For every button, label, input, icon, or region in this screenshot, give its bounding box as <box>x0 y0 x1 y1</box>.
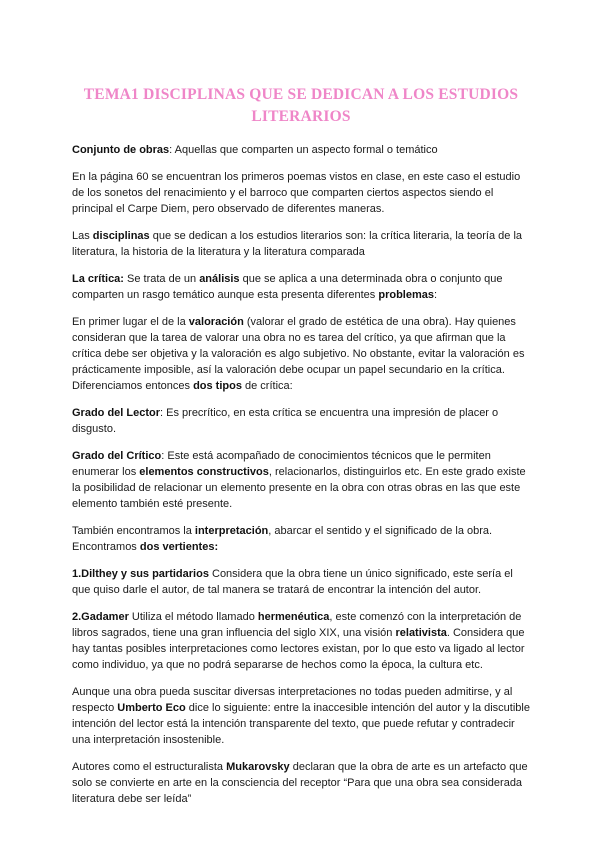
text: : <box>434 289 438 301</box>
term-conjunto-de-obras: Conjunto de obras <box>72 144 170 156</box>
text: Utiliza el método llamado <box>128 611 258 623</box>
page-title: TEMA1 DISCIPLINAS QUE SE DEDICAN A LOS ESTUDIOS LITERARIOS <box>83 86 519 125</box>
text: de crítica: <box>241 380 293 392</box>
text: Las <box>72 230 93 242</box>
text: Se trata de un <box>123 273 200 285</box>
paragraph-valoracion <box>72 314 530 394</box>
paragraph-mukarovsky <box>72 759 530 807</box>
term-la-critica: La crítica: <box>72 273 124 285</box>
paragraph-conjunto <box>72 142 530 158</box>
text: : Este está acompañado de conocimientos técnicos que le permiten enumerar los <box>72 450 491 478</box>
term-umberto-eco: Umberto Eco <box>117 702 186 714</box>
paragraph-grado-lector <box>72 405 530 437</box>
term-problemas: problemas <box>378 289 434 301</box>
text: Considera que la obra tiene un único significado, este sería el que quiso darle el autor, de tal manera se tratará de encontrar la intención del autor. <box>72 568 513 596</box>
text: , abarcar el sentido y el significado de la obra. Encontramos <box>72 525 493 553</box>
paragraph-gadamer <box>72 609 530 673</box>
term-elementos-constructivos: elementos constructivos <box>139 466 269 478</box>
paragraph-umberto-eco <box>72 684 530 748</box>
text: Autores como el estructuralista <box>72 761 227 773</box>
text: dice lo siguiente: entre la inaccesible intención del autor y la discutible intención del lector está la intención transparente del texto, que puede refutar y contradecir una interpretación insostenible. <box>72 702 530 746</box>
text: , este comenzó con la interpretación de libros sagrados, tiene una gran influencia del siglo XIX, una visión <box>72 611 522 639</box>
term-relativista: relativista <box>395 627 447 639</box>
text: . Considera que hay tantas posibles interpretaciones como lectores existan, por lo que esto va ligado al lector como individuo, ya que no podrá separarse de hechos como la época, la cultura etc. <box>72 627 525 671</box>
paragraph-pagina-60 <box>72 169 530 217</box>
paragraph-dilthey <box>72 566 530 598</box>
text: En primer lugar el de la <box>72 316 189 328</box>
text: También encontramos la <box>72 525 195 537</box>
text: , relacionarlos, distinguirlos etc. En este grado existe la posibilidad de relacionar un elemento presente en la obra con otras obras en las que este elemento también esté presente. <box>72 466 526 510</box>
text: En la página 60 se encuentran los primeros poemas vistos en clase, en este caso el estudio de los sonetos del renacimiento y el barroco que comparten ciertos aspectos siendo el principal el Carpe Diem, pero observado de diferentes maneras. <box>72 171 521 215</box>
term-dos-tipos: dos tipos <box>193 380 242 392</box>
text: : Es precrítico, en esta crítica se encuentra una impresión de placer o disgusto. <box>72 407 499 435</box>
term-dos-vertientes: dos vertientes: <box>139 541 219 553</box>
term-analisis: análisis <box>199 273 240 285</box>
term-mukarovsky: Mukarovsky <box>226 761 290 773</box>
term-hermeneutica: hermenéutica <box>257 611 330 623</box>
term-disciplinas: disciplinas <box>92 230 150 242</box>
paragraph-grado-critico <box>72 448 530 512</box>
term-dilthey: 1.Dilthey y sus partidarios <box>72 568 209 580</box>
term-grado-del-lector: Grado del Lector <box>72 407 161 419</box>
text: que se aplica a una determinada obra o conjunto que comparten un rasgo temático aunque esta presenta diferentes <box>72 273 503 301</box>
term-valoracion: valoración <box>188 316 244 328</box>
text: que se dedican a los estudios literarios son: la crítica literaria, la teoría de la literatura, la historia de la literatura y la literatura comparada <box>72 230 523 258</box>
term-gadamer: 2.Gadamer <box>72 611 129 623</box>
paragraph-disciplinas <box>72 228 530 260</box>
paragraph-interpretacion <box>72 523 530 555</box>
term-interpretacion: interpretación <box>194 525 269 537</box>
paragraph-critica <box>72 271 530 303</box>
text: declaran que la obra de arte es un artefacto que solo se convierte en arte en la consciencia del receptor “Para que una obra sea considerada literatura debe ser leída” <box>72 761 528 805</box>
text: : Aquellas que comparten un aspecto formal o temático <box>169 144 438 156</box>
text: Aunque una obra pueda suscitar diversas interpretaciones no todas pueden admitirse, y al respecto <box>72 686 513 714</box>
term-grado-del-critico: Grado del Crítico <box>72 450 162 462</box>
text: (valorar el grado de estética de una obra). Hay quienes consideran que la tarea de valorar una obra no es tarea del crítico, ya que afirman que la crítica debe ser objetiva y la valoración es algo subjetivo. No obstante, evitar la valoración es prácticamente imposible, así la valoración debe ocupar un papel secundario en la crítica. Diferenciamos entonces <box>72 316 525 392</box>
